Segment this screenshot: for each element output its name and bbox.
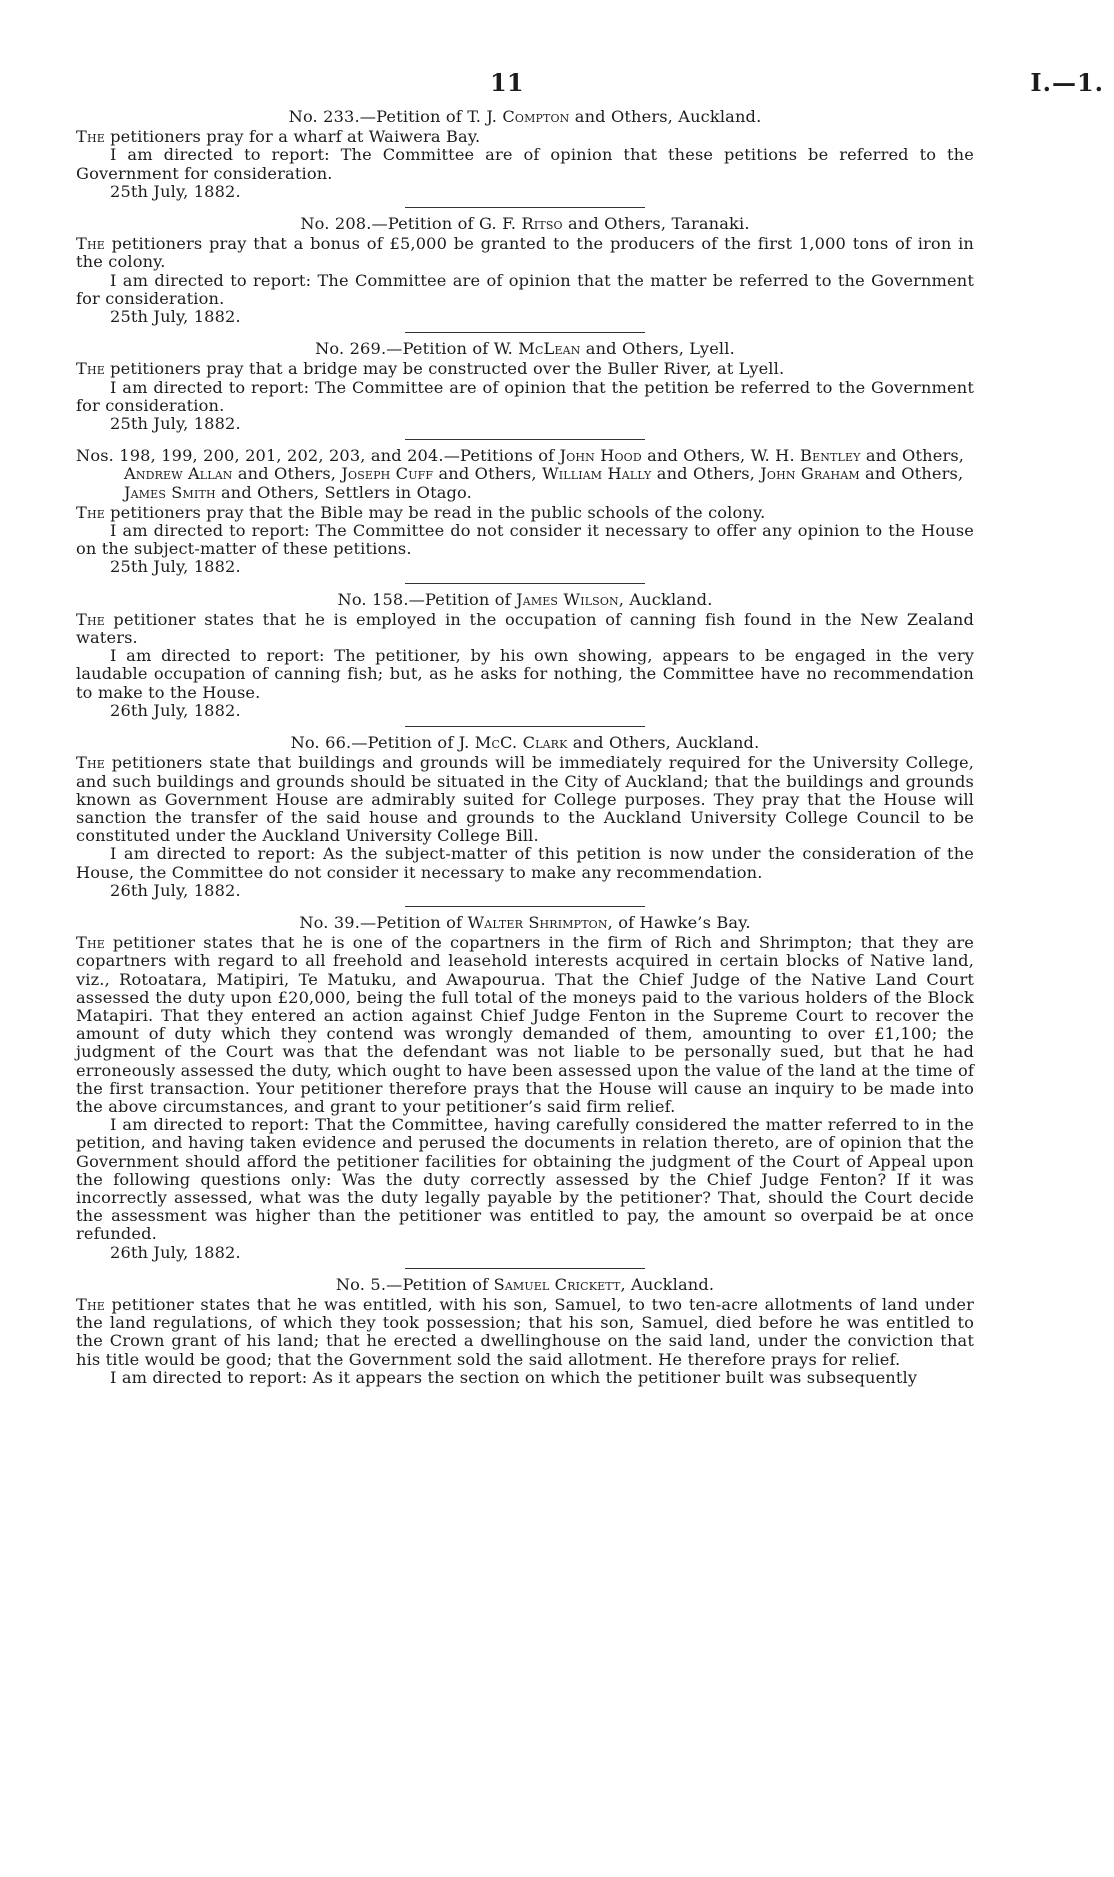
- committee-report: I am directed to report: The Committee do not consider it necessary to offer any opinion to the House on the subject-matter of these petitions.: [76, 521, 975, 559]
- petition-title: Nos. 198, 199, 200, 201, 202, 203, and 204.—Petitions of John Hood and Others, W. H. Bentley and Others, Andrew Allan and Others, Joseph Cuff and Others, William Hally and Others, John Graham and Others, James Smith and Others, Settlers in Otago.: [76, 446, 965, 502]
- petition-66: [76, 734, 974, 900]
- committee-report: I am directed to report: The Committee are of opinion that the petition be referred to the Government for consideration.: [76, 377, 974, 415]
- section-divider: [405, 439, 645, 440]
- petition-title: No. 269.—Petition of W. McLean and Others, Lyell.: [315, 339, 735, 359]
- section-divider: [405, 207, 645, 208]
- section-divider: [405, 1268, 645, 1269]
- petition-title: No. 5.—Petition of Samuel Crickett, Auckland.: [335, 1274, 715, 1294]
- petitioner-name: Joseph Cuff: [341, 464, 434, 484]
- petition-title: No. 39.—Petition of Walter Shrimpton, of Hawke’s Bay.: [299, 912, 751, 932]
- report-date: 26th July, 1882.: [110, 1242, 241, 1262]
- petition-title: No. 158.—Petition of James Wilson, Auckland.: [337, 589, 713, 609]
- petition-statement: The petitioners pray that a bonus of £5,000 be granted to the producers of the first 1,000 tons of iron in the colony.: [76, 234, 974, 272]
- petitioner-name: Samuel Crickett: [493, 1274, 621, 1294]
- petition-statement: The petitioners pray for a wharf at Waiwera Bay.: [76, 127, 481, 147]
- report-date: 26th July, 1882.: [110, 700, 241, 720]
- petitioner-name: William Hally: [542, 464, 652, 484]
- committee-report: I am directed to report: The Committee are of opinion that the matter be referred to the Government for consideration.: [76, 270, 975, 308]
- petitioner-name: John Graham: [760, 464, 860, 484]
- committee-report: I am directed to report: As the subject-matter of this petition is now under the consideration of the House, the Committee do not consider it necessary to make any recommendation.: [76, 844, 974, 882]
- page-number: 11: [490, 68, 524, 97]
- petition-title: No. 233.—Petition of T. J. Compton and Others, Auckland.: [288, 107, 762, 126]
- report-date: 25th July, 1882.: [110, 557, 241, 577]
- petition-208: [76, 215, 974, 326]
- committee-report: I am directed to report: The petitioner, by his own showing, appears to be engaged in the very laudable occupation of canning fish; but, as he asks for nothing, the Committee have no recommendation to make to the House.: [76, 646, 975, 702]
- petitioner-name: G. F. Ritso: [478, 214, 563, 234]
- committee-report: I am directed to report: The Committee are of opinion that these petitions be referred to the Government for consideration.: [76, 145, 974, 183]
- petition-158: [76, 591, 974, 720]
- petition-198-204: [76, 447, 974, 576]
- petitioner-name: James Smith: [124, 482, 216, 502]
- report-date: 25th July, 1882.: [110, 414, 241, 434]
- petition-39: [76, 914, 974, 1262]
- section-divider: [405, 332, 645, 333]
- petition-title: No. 66.—Petition of J. McC. Clark and Others, Auckland.: [290, 733, 760, 753]
- committee-report: I am directed to report: That the Committee, having carefully considered the matter referred to in the petition, and having taken evidence and perused the documents in relation thereto, are of opinion that the Government should afford the petitioner facilities for obtaining the judgment of the Court of Appeal upon the following questions only: Was the duty correctly assessed by the Chief Judge Fenton? If it was incorrectly assessed, what was the duty legally payable by the petitioner? That, should the Court decide the assessment was higher than the petitioner was entitled to pay, the amount so overpaid be at once refunded.: [76, 1115, 975, 1244]
- petitioner-name: T. J. Compton: [467, 107, 570, 126]
- petitioner-name: J. McC. Clark: [458, 733, 568, 753]
- petition-233: [76, 108, 974, 201]
- section-divider: [405, 583, 645, 584]
- petition-statement: The petitioners state that buildings and grounds will be immediately required for the University College, and such buildings and grounds should be situated in the City of Auckland; that the buildings and grounds known as Government House are admirably suited for College purposes. They pray that the House will sanction the transfer of the said house and grounds to the Auckland University College Council to be constituted under the Auckland University College Bill.: [76, 753, 974, 846]
- petitioner-name: Walter Shrimpton: [467, 912, 608, 932]
- report-date: 26th July, 1882.: [110, 880, 241, 900]
- petition-269: [76, 340, 974, 433]
- petitioner-name: Bentley: [800, 446, 861, 466]
- section-divider: [405, 726, 645, 727]
- petitioner-name: W. McLean: [493, 339, 581, 359]
- report-date: 25th July, 1882.: [110, 181, 241, 201]
- petitioner-name: John Hood: [559, 446, 642, 466]
- petition-statement: The petitioners pray that the Bible may be read in the public schools of the colony.: [76, 502, 766, 522]
- page-header: [76, 68, 1104, 108]
- petition-statement: The petitioner states that he is one of the copartners in the firm of Rich and Shrimpton; that they are copartners with regard to all freehold and leasehold interests acquired in certain blocks of Native land, viz., Rotoatara, Matipiri, Te Matuku, and Awapourua. That the Chief Judge of the Native Land Court assessed the duty upon £20,000, being the full total of the moneys paid to the various holders of the Block Matapiri. That they entered an action against Chief Judge Fenton in the Supreme Court to recover the amount of duty which they contend was wrongly demanded of them, amounting to over £1,100; the judgment of the Court was that the defendant was not liable to be personally sued, but that he had erroneously assessed the duty, which ought to have been assessed upon the value of the land at the time of the first transaction. Your petitioner therefore prays that the House will cause an inquiry to be made into the above circumstances, and grant to your petitioner’s said firm relief.: [76, 933, 974, 1116]
- petition-statement: The petitioner states that he is employed in the occupation of canning fish found in the New Zealand waters.: [76, 609, 974, 648]
- document-reference: I.—1.: [1030, 68, 1104, 97]
- petition-statement: The petitioner states that he was entitled, with his son, Samuel, to two ten-acre allotments of land under the land regulations, of which they took possession; that his son, Samuel, died before he was entitled to the Crown grant of his land; that he erected a dwellinghouse on the said land, under the conviction that his title would be good; that the Government sold the said allotment. He therefore prays for relief.: [76, 1294, 974, 1369]
- petition-5: [76, 1276, 974, 1387]
- committee-report: I am directed to report: As it appears the section on which the petitioner built was subsequently: [110, 1367, 918, 1387]
- petition-statement: The petitioners pray that a bridge may be constructed over the Buller River, at Lyell.: [76, 359, 785, 379]
- report-date: 25th July, 1882.: [110, 307, 241, 327]
- section-divider: [405, 906, 645, 907]
- petitioner-name: Andrew Allan: [124, 464, 233, 484]
- petitioner-name: James Wilson: [516, 589, 619, 609]
- petition-title: No. 208.—Petition of G. F. Ritso and Others, Taranaki.: [300, 214, 750, 234]
